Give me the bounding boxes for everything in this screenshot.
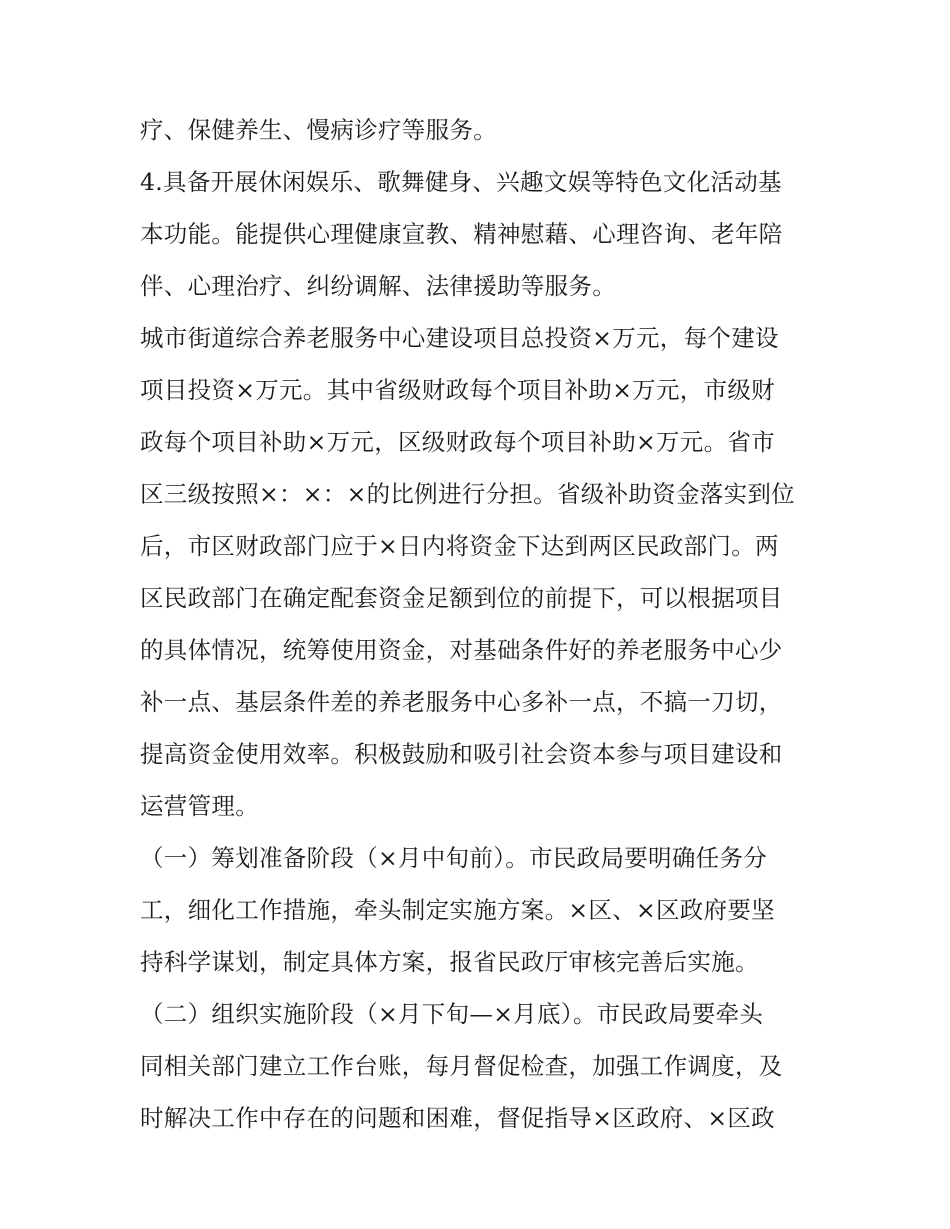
text-line: 时解决工作中存在的问题和困难，督促指导×区政府、×区政 <box>140 1104 775 1132</box>
text-line: 区三级按照×：×：×的比例进行分担。省级补助资金落实到位 <box>140 480 795 508</box>
text-line: 后，市区财政部门应于×日内将资金下达到两区民政部门。两 <box>140 532 779 560</box>
document-body <box>140 104 820 1144</box>
text-line: 的具体情况，统筹使用资金，对基础条件好的养老服务中心少 <box>140 636 783 664</box>
text-line: 伴、心理治疗、纠纷调解、法律援助等服务。 <box>140 272 616 300</box>
text-line: 城市街道综合养老服务中心建设项目总投资×万元，每个建设 <box>140 324 779 352</box>
text-line: 同相关部门建立工作台账，每月督促检查，加强工作调度，及 <box>140 1052 783 1080</box>
text-line: 政每个项目补助×万元，区级财政每个项目补助×万元。省市 <box>140 428 775 456</box>
text-line: 4.具备开展休闲娱乐、歌舞健身、兴趣文娱等特色文化活动基 <box>140 168 782 196</box>
text-line: （二）组织实施阶段（×月下旬—×月底）。市民政局要牵头 <box>140 1000 764 1028</box>
text-line: 本功能。能提供心理健康宣教、精神慰藉、心理咨询、老年陪 <box>140 220 783 248</box>
text-line: 补一点、基层条件差的养老服务中心多补一点，不搞一刀切， <box>140 688 783 716</box>
text-line: （一）筹划准备阶段（×月中旬前）。市民政局要明确任务分 <box>140 844 768 872</box>
text-line: 运营管理。 <box>140 792 259 820</box>
text-line: 工，细化工作措施，牵头制定实施方案。×区、×区政府要坚 <box>140 896 775 924</box>
text-line: 项目投资×万元。其中省级财政每个项目补助×万元，市级财 <box>140 376 775 404</box>
text-line: 提高资金使用效率。积极鼓励和吸引社会资本参与项目建设和 <box>140 740 783 768</box>
text-line: 持科学谋划，制定具体方案，报省民政厅审核完善后实施。 <box>140 948 759 976</box>
text-line: 疗、保健养生、慢病诊疗等服务。 <box>140 116 497 144</box>
text-line: 区民政部门在确定配套资金足额到位的前提下，可以根据项目 <box>140 584 783 612</box>
